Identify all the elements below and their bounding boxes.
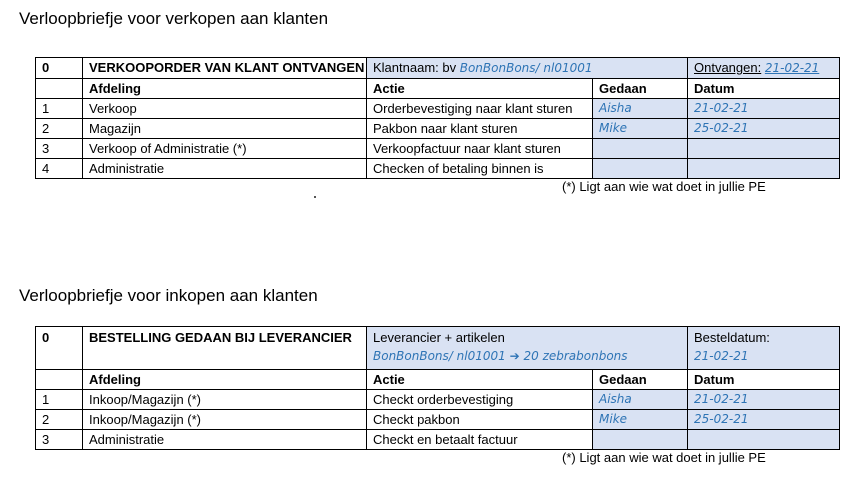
purchase-header-row: [36, 327, 840, 370]
table-row: [36, 119, 840, 139]
row-gedaan[interactable]: [593, 159, 688, 179]
sales-col-gedaan: Gedaan: [593, 79, 688, 99]
purchase-supplier-label: Leverancier + artikelen: [373, 330, 505, 345]
purchase-supplier-cell[interactable]: [367, 327, 688, 370]
row-gedaan[interactable]: Mike: [593, 119, 688, 139]
purchase-order-date-label: Besteldatum:: [694, 330, 770, 345]
table-row: [36, 430, 840, 450]
row-actie: Verkoopfactuur naar klant sturen: [367, 139, 593, 159]
table-row: [36, 139, 840, 159]
sales-customer-label: Klantnaam: bv: [373, 60, 457, 75]
row-actie: Checkt orderbevestiging: [367, 390, 593, 410]
sales-col-afdeling: Afdeling: [83, 79, 367, 99]
row-actie: Checkt pakbon: [367, 410, 593, 430]
purchase-articles-value: 20 zebrabonbons: [523, 349, 628, 363]
sales-customer-value: BonBonBons/ nl01001: [459, 61, 593, 75]
sales-col-nr: [36, 79, 83, 99]
sales-footnote: (*) Ligt aan wie wat doet in jullie PE: [562, 179, 766, 194]
purchase-col-afdeling: Afdeling: [83, 370, 367, 390]
purchase-title: Verloopbriefje voor inkopen aan klanten: [19, 286, 318, 305]
row-actie: Checken of betaling binnen is: [367, 159, 593, 179]
row-afdeling: Administratie: [83, 159, 367, 179]
row-number: 1: [36, 99, 83, 119]
purchase-footnote: (*) Ligt aan wie wat doet in jullie PE: [562, 450, 766, 465]
row-datum[interactable]: [688, 159, 840, 179]
row-gedaan[interactable]: Aisha: [593, 390, 688, 410]
row-gedaan[interactable]: [593, 430, 688, 450]
purchase-supplier-line: [373, 347, 681, 366]
table-row: [36, 159, 840, 179]
row-afdeling: Administratie: [83, 430, 367, 450]
sales-header-row: [36, 58, 840, 79]
row-number: 2: [36, 410, 83, 430]
purchase-col-gedaan: Gedaan: [593, 370, 688, 390]
row-afdeling: Inkoop/Magazijn (*): [83, 410, 367, 430]
purchase-supplier-value: BonBonBons/ nl01001: [373, 349, 506, 363]
purchase-header-label: BESTELLING GEDAAN BIJ LEVERANCIER: [83, 327, 367, 370]
row-afdeling: Inkoop/Magazijn (*): [83, 390, 367, 410]
sales-column-header-row: [36, 79, 840, 99]
purchase-table: [35, 326, 840, 450]
row-datum[interactable]: 21-02-21: [688, 390, 840, 410]
row-actie: Checkt en betaalt factuur: [367, 430, 593, 450]
row-actie: Pakbon naar klant sturen: [367, 119, 593, 139]
row-number: 1: [36, 390, 83, 410]
row-afdeling: Verkoop: [83, 99, 367, 119]
purchase-col-actie: Actie: [367, 370, 593, 390]
row-actie: Orderbevestiging naar klant sturen: [367, 99, 593, 119]
sales-header-number: 0: [36, 58, 83, 79]
purchase-order-date-value: 21-02-21: [694, 349, 749, 363]
sales-received-value: 21-02-21: [764, 61, 820, 75]
purchase-order-date-cell[interactable]: [688, 327, 840, 370]
sales-received-label: Ontvangen:: [694, 60, 762, 75]
purchase-col-nr: [36, 370, 83, 390]
row-number: 3: [36, 430, 83, 450]
row-datum[interactable]: [688, 139, 840, 159]
row-datum[interactable]: 25-02-21: [688, 410, 840, 430]
row-gedaan[interactable]: Mike: [593, 410, 688, 430]
row-afdeling: Verkoop of Administratie (*): [83, 139, 367, 159]
table-row: [36, 99, 840, 119]
sales-received-cell[interactable]: [688, 58, 840, 79]
sales-header-label: VERKOOPORDER VAN KLANT ONTVANGEN: [83, 58, 367, 79]
row-number: 3: [36, 139, 83, 159]
row-gedaan[interactable]: [593, 139, 688, 159]
row-number: 4: [36, 159, 83, 179]
row-gedaan[interactable]: Aisha: [593, 99, 688, 119]
sales-col-datum: Datum: [688, 79, 840, 99]
row-datum[interactable]: 21-02-21: [688, 99, 840, 119]
purchase-header-number: 0: [36, 327, 83, 370]
table-row: [36, 410, 840, 430]
sales-customer-cell[interactable]: [367, 58, 688, 79]
table-row: [36, 390, 840, 410]
sales-title: Verloopbriefje voor verkopen aan klanten: [19, 9, 329, 28]
row-datum[interactable]: 25-02-21: [688, 119, 840, 139]
row-afdeling: Magazijn: [83, 119, 367, 139]
row-number: 2: [36, 119, 83, 139]
right-arrow-icon: ➔: [509, 349, 520, 363]
sales-table: [35, 57, 840, 179]
purchase-col-datum: Datum: [688, 370, 840, 390]
row-datum[interactable]: [688, 430, 840, 450]
stray-dot: [314, 196, 316, 198]
sales-col-actie: Actie: [367, 79, 593, 99]
purchase-column-header-row: [36, 370, 840, 390]
